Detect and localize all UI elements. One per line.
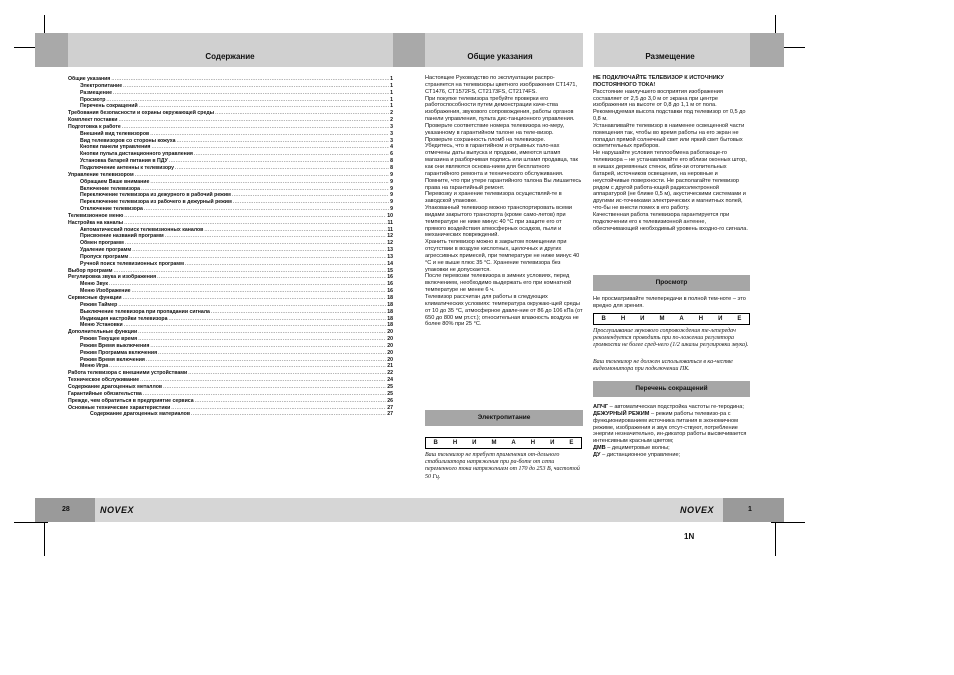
abbrev-item [593,445,750,452]
header-strip-right [594,33,750,67]
toc-entry [68,411,393,418]
toc-entry [68,261,393,268]
toc-entry [68,97,393,104]
toc-entry-page: 27 [387,411,393,418]
general-paragraph: Убедитесь, что в гарантийном и отрывных тало-нах отмечены даты выпуска и продажи, имеются штамп магазина и разборчивая подпись или штамп продавца, так как они являются основа-нием для бесплатного гарантийного ремонта и технического обслуживания. [425,143,578,177]
toc-entry-page: 8 [390,158,393,165]
toc-leader-dots [113,90,389,97]
toc-leader-dots [150,179,389,186]
toc-entry [68,227,393,234]
warning-letter: А [679,316,684,322]
toc-leader-dots [215,110,389,117]
toc-entry [68,336,393,343]
warning-letter: И [550,440,555,446]
toc-entry [68,110,393,117]
toc-entry-title: Переключение телевизора из дежурного в рабочий режим [80,192,231,199]
toc-entry-title: Дополнительные функции [68,329,138,336]
page-number-right: 1 [748,506,752,513]
placement-paragraph: Не нарушайте условия теплообмена работающе-го телевизора – не устанавливайте его вблизи оконных штор, в нишах деревянных стенок, вбли-зи отопительных батарей, источников освещения, на неровные и неустойчивые поверхности. Не располагайте телевизор рядом с другой работа-ющей радиоэлектронной аппаратурой (не ближе 0,5 м), акустическими системами и другими ис-точниками электрических и магнитных полей, что-бы не внести помех в его работу. [593,150,747,212]
toc-entry-page: 1 [390,96,393,103]
toc-entry-title: Подключение антенны к телевизору [80,164,174,171]
toc-leader-dots [140,377,386,384]
toc-entry [68,247,393,254]
toc-entry [68,206,393,213]
toc-entry-title: Комплект поставки [68,117,118,124]
viewing-text: Не просматривайте телепередачи в полной тем-ноте – это вредно для зрения. [593,296,746,309]
toc-entry [68,83,393,90]
toc-entry-title: Режим Таймер [80,301,118,308]
toc-entry-title: Сервисные функции [68,295,122,301]
placement-warning-title: НЕ ПОДКЛЮЧАЙТЕ ТЕЛЕВИЗОР К ИСТОЧНИКУ ПОСТОЯННОГО ТОКА! [593,75,724,88]
toc-entry-page: 20 [387,356,393,363]
general-title: Общие указания [467,52,533,61]
abbrev-term: ДЕЖУРНЫЙ РЕЖИМ [593,410,650,417]
toc-entry-page: 13 [387,253,393,260]
toc-entry-page: 8 [390,164,393,171]
warning-letter: Н [530,440,536,446]
toc-entry-page: 9 [390,171,393,178]
toc-entry-title: Содержание драгоценных материалов [90,411,191,418]
placement-paragraph: Устанавливайте телевизор в наименее освещенной части помещения так, чтобы во время работы на его экран не попадал прямой солнечный свет или яркий свет бытовых осветительных приборов. [593,122,745,150]
toc-entry-title: Обращаем Ваше внимание [80,178,150,185]
warning-letter: А [511,440,516,446]
toc-entry [68,288,393,295]
toc-entry [68,144,393,151]
toc-entry-page: 16 [387,288,393,295]
toc-entry-page: 18 [387,301,393,308]
viewing-warning-box [593,313,750,325]
placement-paragraph: Качественная работа телевизора гарантируется при подключении его к телевизионной антенне, обеспечивающей необходимый уровень входно-го сигнала. [593,211,748,232]
toc-leader-dots [151,144,389,151]
power-header: Электропитание [425,410,583,426]
toc-leader-dots [138,336,386,343]
general-paragraph: Настоящее Руководство по эксплуатации распро-страняется на телевизоры цветного изображения CT1471, CT1476, CT1572FS, CT2173FS, CT2174FS. [425,75,578,95]
toc-leader-dots [143,391,386,398]
header-right-tab [750,33,784,67]
contents-title: Содержание [205,52,255,61]
toc-entry-page: 6 [390,151,393,158]
toc-entry-page: 9 [390,206,393,213]
toc-entry-title: Меню Звук [80,281,109,288]
viewing-header: Просмотр [593,275,750,291]
toc-entry-title: Автоматический поиск телевизионных каналов [80,226,204,233]
toc-entry-title: Внешний вид телевизоров [80,130,150,137]
toc-leader-dots [125,240,386,247]
toc-entry-title: Ручной поиск телевизионных программ [80,260,184,267]
toc-entry-title: Техническое обслуживание [68,377,140,384]
toc-leader-dots [168,316,386,323]
toc-entry [68,391,393,398]
toc-entry-page: 12 [387,240,393,247]
toc-entry-page: 22 [387,370,393,377]
toc-entry-page: 9 [390,192,393,199]
toc-entry [68,343,393,350]
toc-entry [68,186,393,193]
toc-entry [68,90,393,97]
toc-entry [68,281,393,288]
toc-entry-page: 27 [387,404,393,411]
toc-entry-title: Режим Время выключения [80,342,150,349]
toc-entry-page: 3 [390,123,393,130]
toc-leader-dots [150,131,389,138]
toc-entry-page: 9 [390,178,393,185]
abbrev-header: Перечень сокращений [593,381,750,397]
toc-entry-page: 18 [387,308,393,315]
toc-entry-page: 4 [390,144,393,151]
toc-entry [68,158,393,165]
toc-leader-dots [124,322,387,329]
toc-leader-dots [106,97,389,104]
toc-entry-page: 18 [387,315,393,322]
toc-entry-page: 15 [387,267,393,274]
toc-leader-dots [177,138,390,145]
toc-entry-title: Управление телевизором [68,171,134,178]
toc-entry-page: 25 [387,390,393,397]
toc-entry-page: 11 [387,219,393,226]
toc-entry-page: 18 [387,322,393,329]
toc-leader-dots [109,363,386,370]
toc-entry-title: Регулировка звука и изображения [68,274,157,281]
toc-entry-page: 9 [390,185,393,192]
toc-entry-page: 10 [387,212,393,219]
power-warning-box [425,437,582,449]
power-note: Ваш телевизор не требует применения от-дельного стабилизатора напряжения при ра-боте от сети переменного тока напряжением от 170 до 253 В, частотой 50 Гц. [425,452,580,480]
header-left-tab [35,33,68,67]
toc-entry-title: Индикация настройки телевизора [80,315,168,322]
general-paragraph: Помните, что при утере гарантийного талона Вы лишаетесь права на гарантийный ремонт. [425,177,582,191]
toc-leader-dots [171,405,386,412]
toc-entry-page: 14 [387,260,393,267]
toc-leader-dots [114,268,387,275]
toc-entry-page: 25 [387,383,393,390]
toc-entry-title: Переключение телевизора из рабочего в дежурный режим [80,199,232,206]
warning-letter: М [491,440,497,446]
crop-mark [44,522,45,556]
toc-entry-page: 3 [390,130,393,137]
viewing-note: Прослушивание звукового сопровождения те-лепередач рекомендуется проводить при по-ложении регулятора громкости не более сред-него (1/2 шкалы регулировки звука). [593,328,749,349]
crop-mark [771,522,805,523]
placement-paragraph: Расстояние наилучшего восприятия изображения составляет от 2,5 до 3,0 м от экрана при центре изображения на высоте от 0,8 до 1,1 м от пола. Рекомендуемая высота подставки под телевизор от 0,5 до 0,8 м. [593,88,746,123]
toc-entry-title: Отключение телевизора [80,206,143,213]
toc-entry [68,138,393,145]
toc-leader-dots [123,295,387,302]
toc-leader-dots [132,288,387,295]
toc-entry [68,192,393,199]
toc-leader-dots [169,158,389,165]
toc-entry [68,117,393,124]
toc-entry-title: Перечень сокращений [80,103,138,110]
toc-entry [68,131,393,138]
toc-leader-dots [132,247,386,254]
toc-entry [68,350,393,357]
toc-entry-title: Установка батарей питания в ПДУ [80,158,168,165]
toc-leader-dots [124,220,386,227]
toc-leader-dots [185,261,386,268]
abbrev-list [593,404,750,459]
toc-entry [68,233,393,240]
abbrev-definition: – автоматическая подстройка частоты ге-теродина; [608,404,744,410]
general-paragraph: Упакованный телевизор можно транспортировать всеми видами закрытого транспорта (кроме само-летов) при температуре не ниже минус 40 °С при защите его от прямого воздействия атмосферных осадков, пыли и механических повреждений. [425,205,572,239]
toc-leader-dots [195,398,387,405]
toc-entry [68,76,393,83]
toc-entry-page: 16 [387,274,393,281]
toc-entry [68,124,393,131]
toc-entry-title: Обмен программ [80,240,124,247]
toc-entry-title: Удаление программ [80,247,132,254]
toc-entry-page: 9 [390,199,393,206]
toc-entry-title: Общие указания [68,76,111,82]
toc-entry-page: 2 [390,110,393,117]
toc-entry-title: Пропуск программ [80,253,129,260]
toc-entry-title: Подготовка к работе [68,123,121,130]
general-paragraph: Проверьте соответствие номера телевизора но-меру, указанному в гарантийном талоне на теле-визор. [425,122,565,136]
warning-letter: В [601,316,606,322]
abbrev-definition: – режим работы телевизо-ра с функционированием источника питания в экономичном режиме, изображения и звук отсут-ствуют, потребление энергии незначительно, ин-дикатор работы высвечивается интенсивным красным цветом; [593,410,747,445]
brand-logo-left: NOVEX [100,505,135,515]
toc-entry-page: 24 [387,377,393,384]
toc-leader-dots [188,370,386,377]
toc-entry [68,370,393,377]
toc-entry-title: Гарантийные обязательства [68,390,142,397]
header-mid-tab [393,33,425,67]
toc-entry [68,151,393,158]
table-of-contents [68,76,393,418]
toc-leader-dots [135,172,389,179]
toc-entry-title: Телевизионное меню [68,212,124,219]
abbrev-definition: – дециметровые волны; [605,445,670,452]
toc-entry-title: Меню Игра [80,363,109,370]
toc-entry-page: 3 [390,137,393,144]
warning-letter: Е [737,316,742,322]
placement-column [593,75,750,232]
toc-leader-dots [118,117,389,124]
warning-letter: Н [620,316,626,322]
toc-leader-dots [194,151,389,158]
general-paragraph: Телевизор рассчитан для работы в следующих климатических условиях: температура окружаю-щей среды от 10 до 35 °С, атмосферное давле-ние от 86 до 106 кПа (от 650 до 800 мм рт.ст.); относительная влажность воздуха не более 80% при 25 °С. [425,294,583,328]
toc-leader-dots [211,309,386,316]
toc-entry-page: 16 [387,281,393,288]
toc-leader-dots [146,357,386,364]
toc-leader-dots [191,411,386,418]
toc-entry-title: Выбор программ [68,267,113,274]
toc-entry [68,398,393,405]
toc-leader-dots [124,213,386,220]
toc-entry-title: Вид телевизоров со стороны кожуха [80,137,176,144]
toc-entry [68,213,393,220]
toc-entry [68,199,393,206]
abbrev-item [593,404,750,411]
warning-letter: И [640,316,645,322]
toc-leader-dots [123,83,389,90]
toc-entry [68,309,393,316]
abbrev-item [593,452,750,459]
warning-letter: В [433,440,438,446]
abbrev-definition: – дистанционное управление; [600,451,681,458]
toc-leader-dots [111,76,389,83]
toc-entry [68,363,393,370]
toc-leader-dots [150,343,386,350]
toc-leader-dots [204,227,386,234]
toc-entry-title: Присвоение названий программ [80,233,164,240]
toc-leader-dots [232,192,389,199]
toc-entry-page: 13 [387,247,393,254]
toc-entry-page: 1 [390,76,393,82]
toc-entry-page: 1 [390,82,393,89]
toc-entry [68,220,393,227]
toc-leader-dots [165,233,386,240]
toc-entry [68,329,393,336]
placement-title: Размещение [645,52,695,61]
toc-entry-page: 11 [387,226,393,233]
toc-leader-dots [144,206,389,213]
warning-letter: Е [569,440,574,446]
footer-right-tab [723,498,784,522]
toc-leader-dots [157,274,386,281]
toc-entry-title: Работа телевизора с внешними устройствами [68,370,188,377]
toc-entry-title: Выключение телевизора при пропадании сигнала [80,308,210,315]
toc-entry-page: 1 [390,89,393,96]
toc-leader-dots [163,384,386,391]
toc-entry-title: Требования безопасности и охраны окружающей среды [68,110,215,117]
crop-mark [14,522,48,523]
toc-entry-title: Меню Установки [80,322,123,329]
header-strip-left [68,33,393,67]
toc-entry-page: 26 [387,397,393,404]
toc-entry-page: 18 [387,295,393,301]
crop-mark [775,522,776,556]
toc-entry [68,295,393,302]
general-paragraph: Проверьте сохранность пломб на телевизоре. [425,136,546,143]
toc-entry [68,405,393,412]
toc-entry-title: Просмотр [80,96,106,103]
toc-entry-page: 20 [387,329,393,336]
toc-entry [68,302,393,309]
toc-entry [68,172,393,179]
toc-entry-title: Режим Время включения [80,356,145,363]
general-text [425,75,583,328]
toc-entry [68,179,393,186]
abbrev-term: АПЧГ [593,404,609,410]
warning-letter: И [472,440,477,446]
toc-entry-title: Размещение [80,89,112,96]
toc-entry-page: 20 [387,349,393,356]
toc-entry [68,240,393,247]
toc-leader-dots [138,329,386,336]
abbrev-term: ДМВ [593,445,606,452]
page-number-left: 28 [62,506,70,513]
toc-entry [68,103,393,110]
toc-entry [68,268,393,275]
toc-entry [68,316,393,323]
toc-entry [68,377,393,384]
header-strip-mid [425,33,583,67]
general-paragraph: Перевозку и хранение телевизора осуществляй-те в заводской упаковке. [425,191,562,205]
language-code: 1N [684,532,695,541]
warning-letter: Н [698,316,704,322]
toc-entry-title: Режим Программа включения [80,349,158,356]
toc-entry-page: 20 [387,342,393,349]
toc-entry-page: 2 [390,117,393,124]
toc-entry [68,384,393,391]
toc-entry-page: 12 [387,233,393,240]
toc-entry-page: 20 [387,336,393,343]
toc-leader-dots [122,124,389,131]
toc-entry-page: 1 [390,103,393,110]
warning-letter: М [659,316,665,322]
toc-entry-title: Меню Изображение [80,288,131,295]
toc-leader-dots [175,165,389,172]
toc-entry-title: Содержание драгоценных металлов [68,383,163,390]
toc-leader-dots [233,199,389,206]
toc-leader-dots [129,254,386,261]
toc-leader-dots [158,350,386,357]
viewing-note-2: Ваш телевизор не должен использоваться в ка-честве видеомонитора при подключении ПК. [593,359,733,373]
toc-entry-title: Настройка на каналы [68,219,124,226]
toc-entry-title: Электропитание [80,82,123,89]
warning-letter: Н [452,440,458,446]
toc-entry-page: 21 [387,363,393,370]
toc-entry-title: Кнопки панели управления [80,144,151,151]
toc-entry-title: Основные технические характеристики [68,404,171,411]
general-paragraph: После перевозки телевизора в зимних условиях, перед включением, необходимо выдержать его при комнатной температуре не менее 6 ч. [425,273,572,294]
toc-leader-dots [141,186,389,193]
toc-leader-dots [139,103,389,110]
toc-entry [68,274,393,281]
toc-entry [68,165,393,172]
abbrev-term: ДУ [593,451,601,458]
toc-entry-title: Включение телевизора [80,185,141,192]
abbrev-item [593,411,750,445]
toc-entry [68,357,393,364]
toc-entry [68,254,393,261]
general-paragraph: При покупке телевизора требуйте проверки его работоспособности путем демонстрации каче-ства изображения, звукового сопровождения, работы органов панели управления, пульта дис-танционного управления. [425,95,575,123]
toc-entry-title: Прежде, чем обратиться в предприятие сервиса [68,397,194,404]
toc-entry-title: Кнопки пульта дистанционного управления [80,151,193,158]
footer-strip [95,498,723,522]
warning-letter: И [718,316,723,322]
toc-leader-dots [109,281,386,288]
toc-entry [68,322,393,329]
toc-leader-dots [118,302,386,309]
brand-logo-right: NOVEX [680,505,715,515]
general-paragraph: Хранить телевизор можно в закрытом помещении при отсутствии в воздухе кислотных, щелочных и других агрессивных примесей, при температуре не ниже минус 40 °С и не выше плюс 35 °С. Хранение телевизора без упаковки не допускается. [425,239,580,273]
toc-entry-title: Режим Текущее время [80,336,138,343]
